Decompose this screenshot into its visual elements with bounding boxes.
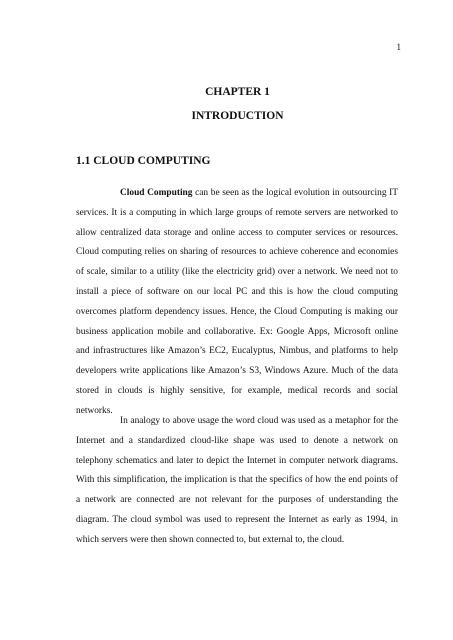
paragraph-2: In analogy to above usage the word cloud was used as a metaphor for the Internet and a standardized cloud-like shape was used to denote a network on telephony schematics and later to depict the Internet in computer network diagrams. With this simplification, the implication is that the specifics of how the end points of a network are connected are not relevant for the purposes of understanding the diagram. The cloud symbol was used to represent the Internet as early as 1994, in which servers were then shown connected to, but external to, the cloud. xyxy=(76,416,398,545)
section-heading: 1.1 CLOUD COMPUTING xyxy=(76,155,211,167)
paragraph-1-text: can be seen as the logical evolution in outsourcing IT services. It is a computing in which large groups of remote servers are networked to allow centralized data storage and online access to computer services or resources. Cloud computing relies on sharing of resources to achieve coherence and economies of scale, similar to a utility (like the electricity grid) over a network. We need not to install a piece of software on our local PC and this is how the cloud computing overcomes platform dependency issues. Hence, the Cloud Computing is making our business application mobile and collaborative. Ex: Google Apps, Microsoft online and infrastructures like Amazon’s EC2, Eucalyptus, Nimbus, and platforms to help developers write applications like Amazon’s S3, Windows Azure. Much of the data stored in clouds is highly sensitive, for example, medical records and social networks. xyxy=(76,188,398,416)
chapter-label: CHAPTER 1 xyxy=(205,86,270,98)
page-number: 1 xyxy=(396,42,401,52)
bold-term-cloud-computing: Cloud Computing xyxy=(120,188,193,198)
paragraph-1 xyxy=(76,184,398,422)
paragraph-cloud-computing-definition xyxy=(76,184,398,422)
paragraph-cloud-metaphor xyxy=(76,412,398,551)
chapter-title: INTRODUCTION xyxy=(191,110,284,122)
